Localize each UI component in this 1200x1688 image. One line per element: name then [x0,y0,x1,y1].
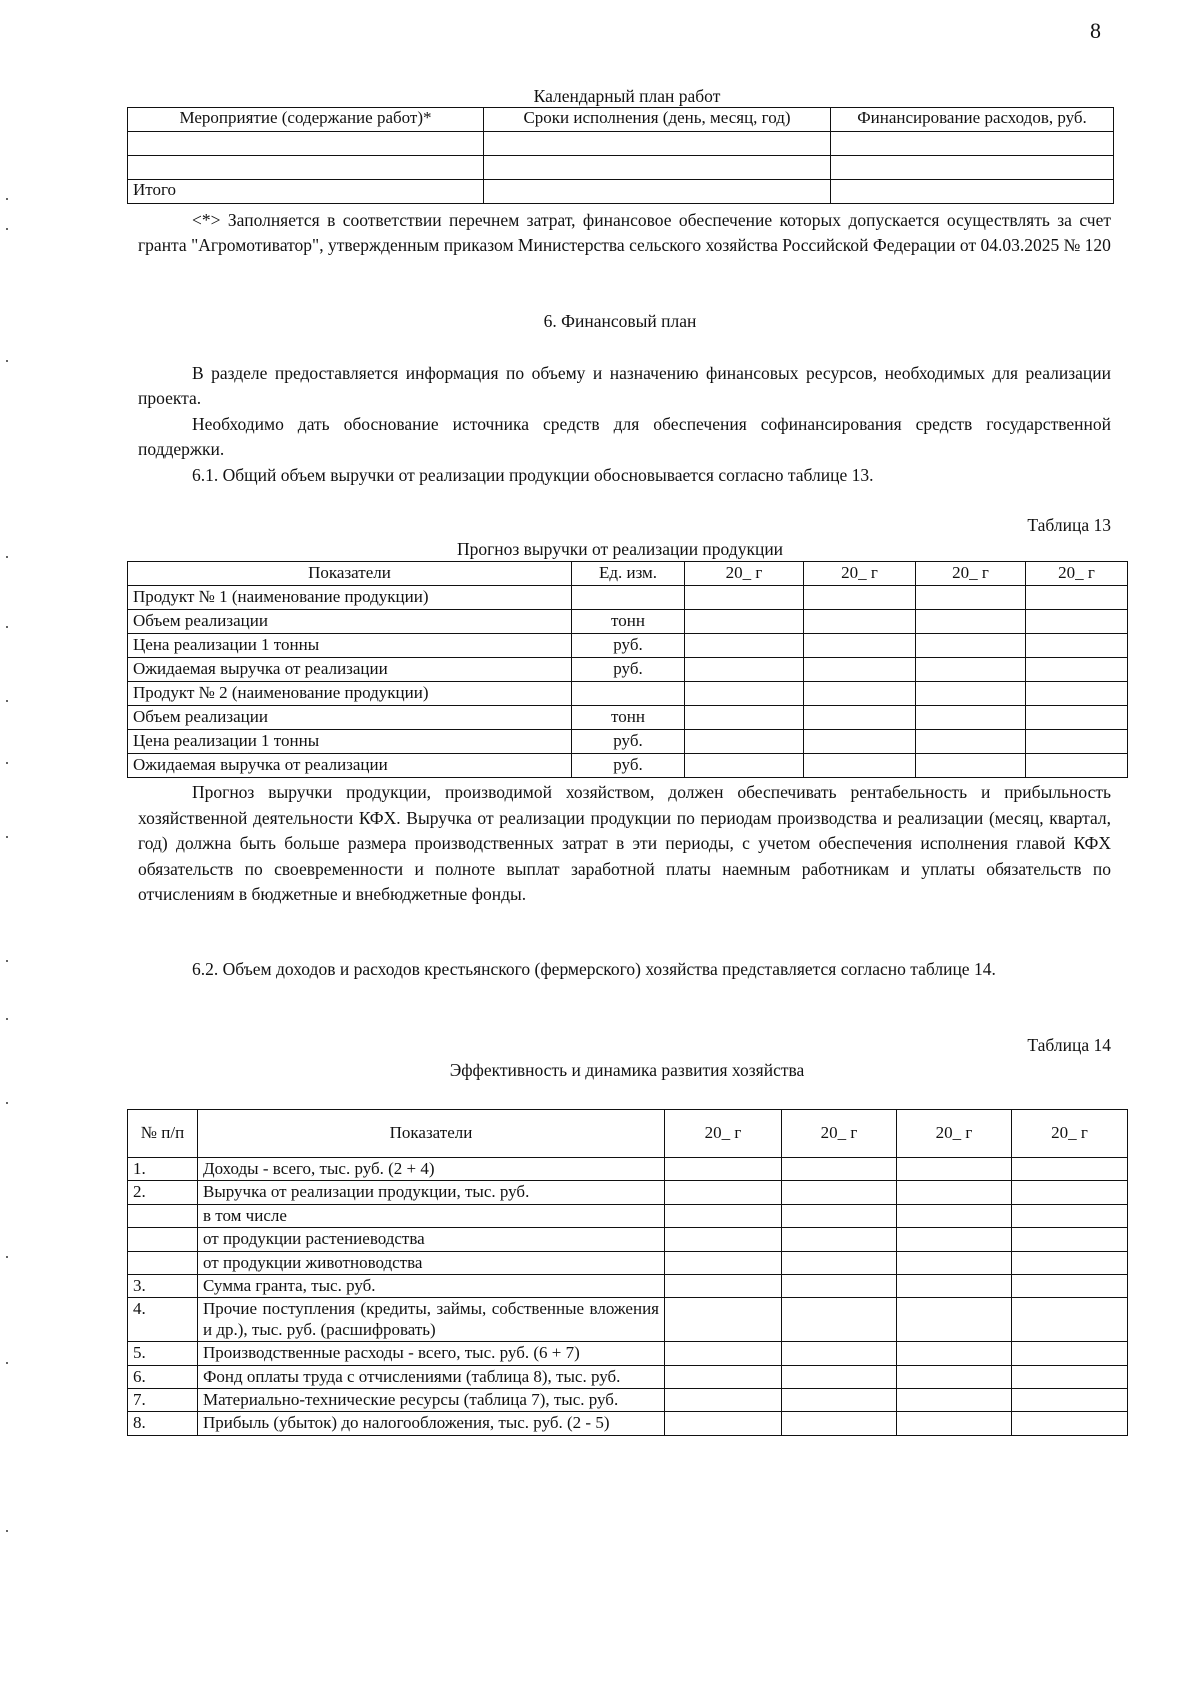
scan-mark [6,198,8,200]
indicator-cell: Объем реализации [128,610,572,634]
section6-paragraph-1: В разделе предоставляется информация по объему и назначению финансовых ресурсов, необходимых для реализации проекта. [138,363,1111,408]
header-cell: Показатели [198,1110,665,1158]
value-cell [665,1342,782,1365]
indicator-cell: Прочие поступления (кредиты, займы, собственные вложения и др.), тыс. руб. (расшифровать) [198,1298,665,1342]
table-row [128,156,1114,180]
scan-mark [6,1362,8,1364]
unit-cell: руб. [572,634,685,658]
scan-mark [6,700,8,702]
value-cell [916,706,1026,730]
value-cell [804,754,916,778]
scan-mark [6,1530,8,1532]
value-cell [665,1204,782,1227]
row-number-cell: 5. [128,1342,198,1365]
scan-mark [6,960,8,962]
value-cell [1026,634,1128,658]
value-cell [1012,1298,1128,1342]
table14-title: Эффективность и динамика развития хозяйства [449,1060,805,1080]
row-number-cell [128,1251,198,1274]
table-row [128,706,1128,730]
table-row [128,634,1128,658]
header-cell: Ед. изм. [572,562,685,586]
section6-paragraph-3: 6.1. Общий объем выручки от реализации продукции обосновывается согласно таблице 13. [192,465,874,485]
scan-mark [6,626,8,628]
efficiency-table [127,1109,1128,1436]
value-cell [916,730,1026,754]
indicator-cell: Ожидаемая выручка от реализации [128,754,572,778]
value-cell [685,730,804,754]
table-row [128,730,1128,754]
value-cell [897,1388,1012,1411]
value-cell [685,706,804,730]
header-cell: Показатели [128,562,572,586]
header-cell: 20_ г [782,1110,897,1158]
value-cell [916,658,1026,682]
value-cell [1026,586,1128,610]
indicator-cell: Ожидаемая выручка от реализации [128,658,572,682]
revenue-forecast-table [127,561,1128,778]
scan-mark [6,1018,8,1020]
header-cell: 20_ г [916,562,1026,586]
unit-cell: тонн [572,706,685,730]
value-cell [897,1181,1012,1204]
unit-cell [572,682,685,706]
indicator-cell: Цена реализации 1 тонны [128,730,572,754]
table-row [128,1388,1128,1411]
calendar-footnote: <*> Заполняется в соответствии перечнем затрат, финансовое обеспечение которых допускается осуществлять за счет гранта "Агромотиватор", утвержденным приказом Министерства сельского хозяйства Российской Федерации от 04.03.2025 № 120 [138,210,1111,255]
value-cell [782,1251,897,1274]
row-number-cell: 3. [128,1274,198,1297]
scan-mark [6,1256,8,1258]
indicator-cell: Производственные расходы - всего, тыс. руб. (6 + 7) [198,1342,665,1365]
table-header-row [128,108,1114,132]
unit-cell [572,586,685,610]
indicator-cell: Доходы - всего, тыс. руб. (2 + 4) [198,1158,665,1181]
value-cell [782,1181,897,1204]
value-cell [1012,1228,1128,1251]
value-cell [782,1342,897,1365]
table-row [128,610,1128,634]
value-cell [665,1228,782,1251]
scan-mark [6,836,8,838]
table-row [128,1251,1128,1274]
value-cell [897,1251,1012,1274]
value-cell [916,586,1026,610]
value-cell [897,1342,1012,1365]
value-cell [665,1274,782,1297]
value-cell [1012,1181,1128,1204]
value-cell [1026,730,1128,754]
value-cell [1012,1342,1128,1365]
value-cell [782,1228,897,1251]
table-header-row [128,562,1128,586]
row-number-cell: 7. [128,1388,198,1411]
value-cell [916,610,1026,634]
page-number: 8 [1090,18,1101,43]
value-cell [897,1158,1012,1181]
value-cell [665,1298,782,1342]
table-row [128,1298,1128,1342]
header-cell: 20_ г [804,562,916,586]
table14-label: Таблица 14 [1027,1035,1111,1055]
value-cell [685,610,804,634]
value-cell [782,1158,897,1181]
value-cell [782,1365,897,1388]
value-cell [916,754,1026,778]
unit-cell: тонн [572,610,685,634]
table-row [128,682,1128,706]
indicator-cell: Материально-технические ресурсы (таблица 7), тыс. руб. [198,1388,665,1411]
header-cell: 20_ г [897,1110,1012,1158]
section6-paragraph-2: Необходимо дать обоснование источника средств для обеспечения софинансирования средств государственной поддержки. [138,414,1111,459]
table-header-row [128,1110,1128,1158]
table-row [128,1228,1128,1251]
table13-title: Прогноз выручки от реализации продукции [456,539,784,559]
value-cell [1012,1204,1128,1227]
value-cell [665,1251,782,1274]
header-cell: № п/п [128,1110,198,1158]
scan-mark [6,228,8,230]
value-cell [782,1412,897,1435]
value-cell [1026,682,1128,706]
table-row [128,1412,1128,1435]
value-cell [1012,1412,1128,1435]
row-number-cell: 8. [128,1412,198,1435]
value-cell [1026,658,1128,682]
value-cell [897,1298,1012,1342]
header-cell: Финансирование расходов, руб. [831,108,1114,132]
indicator-cell: Цена реализации 1 тонны [128,634,572,658]
indicator-cell: Продукт № 1 (наименование продукции) [128,586,572,610]
header-cell: Мероприятие (содержание работ)* [128,108,484,132]
table-row [128,1274,1128,1297]
table-row [128,1181,1128,1204]
unit-cell: руб. [572,730,685,754]
table-row [128,586,1128,610]
calendar-plan-title: Календарный план работ [533,86,721,106]
header-cell: 20_ г [685,562,804,586]
scan-mark [6,556,8,558]
value-cell [804,634,916,658]
value-cell [685,682,804,706]
value-cell [1026,754,1128,778]
value-cell [665,1388,782,1411]
value-cell [665,1181,782,1204]
row-number-cell: 2. [128,1181,198,1204]
table-row [128,180,1114,204]
value-cell [804,730,916,754]
value-cell [782,1274,897,1297]
scan-mark [6,762,8,764]
forecast-paragraph: Прогноз выручки продукции, производимой хозяйством, должен обеспечивать рентабельность и прибыльность хозяйственной деятельности КФХ. Выручка от реализации продукции по периодам производства и реализации (месяц, квартал, год) должна быть больше размера производственных затрат в эти периоды, с учетом обеспечения исполнения главой КФХ обязательств по своевременности и полноте выплат заработной платы наемным работникам и уплаты обязательств по отчислениям в бюджетные и внебюджетные фонды. [138,782,1111,904]
table-row [128,1204,1128,1227]
value-cell [782,1388,897,1411]
value-cell [1012,1388,1128,1411]
section-heading: 6. Финансовый план [543,311,697,331]
value-cell [1026,706,1128,730]
indicator-cell: Фонд оплаты труда с отчислениями (таблица 8), тыс. руб. [198,1365,665,1388]
indicator-cell: Сумма гранта, тыс. руб. [198,1274,665,1297]
indicator-cell: Продукт № 2 (наименование продукции) [128,682,572,706]
value-cell [685,754,804,778]
row-number-cell: 4. [128,1298,198,1342]
indicator-cell: Прибыль (убыток) до налогообложения, тыс. руб. (2 - 5) [198,1412,665,1435]
scan-mark [6,1102,8,1104]
calendar-plan-table [127,107,1114,204]
header-cell: 20_ г [1026,562,1128,586]
value-cell [897,1228,1012,1251]
value-cell [804,610,916,634]
header-cell: Сроки исполнения (день, месяц, год) [484,108,831,132]
value-cell [665,1158,782,1181]
value-cell [897,1412,1012,1435]
table-row [128,1365,1128,1388]
unit-cell: руб. [572,658,685,682]
table13-label: Таблица 13 [1027,515,1111,535]
value-cell [897,1274,1012,1297]
value-cell [782,1298,897,1342]
indicator-cell: Объем реализации [128,706,572,730]
value-cell [665,1365,782,1388]
value-cell [804,706,916,730]
value-cell [782,1204,897,1227]
value-cell [1026,610,1128,634]
value-cell [1012,1158,1128,1181]
value-cell [665,1412,782,1435]
value-cell [1012,1274,1128,1297]
value-cell [685,586,804,610]
scan-mark [6,360,8,362]
value-cell [1012,1365,1128,1388]
row-number-cell: 1. [128,1158,198,1181]
row-number-cell [128,1204,198,1227]
header-cell: 20_ г [665,1110,782,1158]
value-cell [804,682,916,706]
value-cell [1012,1251,1128,1274]
value-cell [685,658,804,682]
indicator-cell: от продукции животноводства [198,1251,665,1274]
indicator-cell: от продукции растениеводства [198,1228,665,1251]
table-row [128,132,1114,156]
table-row [128,754,1128,778]
value-cell [804,658,916,682]
section6-2-paragraph: 6.2. Объем доходов и расходов крестьянского (фермерского) хозяйства представляется согласно таблице 14. [192,959,996,979]
row-number-cell: 6. [128,1365,198,1388]
header-cell: 20_ г [1012,1110,1128,1158]
row-number-cell [128,1228,198,1251]
table-row [128,658,1128,682]
value-cell [685,634,804,658]
table-row [128,1342,1128,1365]
indicator-cell: Выручка от реализации продукции, тыс. руб. [198,1181,665,1204]
value-cell [804,586,916,610]
total-label: Итого [128,180,484,204]
unit-cell: руб. [572,754,685,778]
value-cell [897,1204,1012,1227]
table-row [128,1158,1128,1181]
value-cell [916,682,1026,706]
value-cell [897,1365,1012,1388]
indicator-cell: в том числе [198,1204,665,1227]
value-cell [916,634,1026,658]
